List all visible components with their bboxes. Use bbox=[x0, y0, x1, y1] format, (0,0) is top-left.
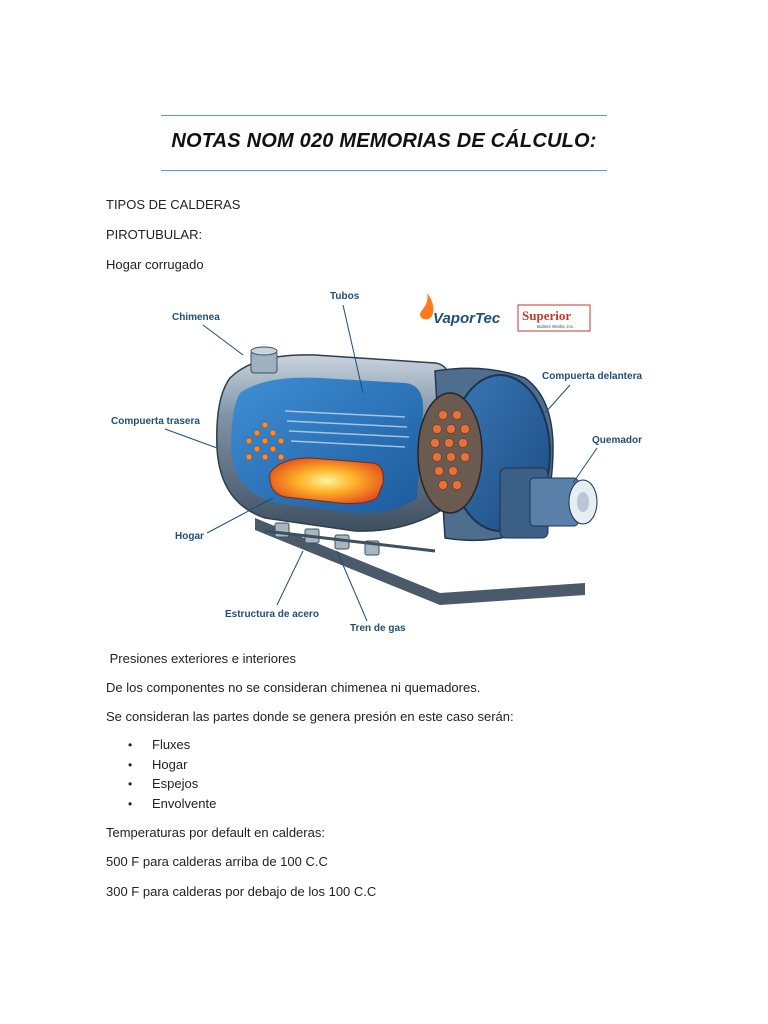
label-tubos: Tubos bbox=[330, 291, 360, 302]
boiler-illustration bbox=[217, 347, 597, 605]
bullet-marker: • bbox=[128, 777, 133, 791]
list-item-label: Fluxes bbox=[152, 737, 191, 752]
label-tren-gas: Tren de gas bbox=[350, 623, 406, 634]
title-rule-top bbox=[161, 115, 607, 116]
hogar-corrugado-text: Hogar corrugado bbox=[106, 257, 204, 272]
bullet-marker: • bbox=[128, 757, 133, 772]
presiones-text: Presiones exteriores e interiores bbox=[106, 651, 297, 666]
list-item-label: Espejos bbox=[152, 776, 199, 791]
list-item bbox=[128, 757, 216, 777]
label-compuerta-trasera: Compuerta trasera bbox=[111, 416, 200, 427]
label-compuerta-delantera: Compuerta delantera bbox=[542, 371, 643, 382]
superior-logo bbox=[518, 305, 590, 331]
title-rule-bottom bbox=[161, 170, 607, 171]
svg-text:VaporTec: VaporTec bbox=[433, 310, 501, 327]
tipos-heading: TIPOS DE CALDERAS bbox=[106, 197, 241, 212]
burner-shape bbox=[500, 468, 597, 538]
partes-list bbox=[128, 737, 216, 815]
temp-300-text: 300 F para calderas por debajo de los 100 C.C bbox=[106, 884, 377, 899]
list-item-label: Envolvente bbox=[152, 795, 217, 811]
label-chimenea: Chimenea bbox=[172, 312, 220, 323]
page-title: NOTAS NOM 020 MEMORIAS DE CÁLCULO: bbox=[171, 130, 597, 152]
bullet-marker: • bbox=[128, 738, 133, 752]
label-estructura: Estructura de acero bbox=[225, 609, 319, 620]
list-item bbox=[128, 776, 216, 796]
list-item-label: Hogar bbox=[152, 756, 188, 772]
label-hogar: Hogar bbox=[175, 531, 204, 542]
temp-500-text: 500 F para calderas arriba de 100 C.C bbox=[106, 854, 328, 869]
svg-text:Boilers Works, Inc.: Boilers Works, Inc. bbox=[537, 324, 575, 329]
bullet-marker: • bbox=[128, 796, 133, 811]
partes-text: Se consideran las partes donde se genera presión en este caso serán: bbox=[106, 709, 514, 724]
svg-text:Superior: Superior bbox=[522, 308, 572, 323]
list-item bbox=[128, 796, 216, 816]
componentes-text: De los componentes no se consideran chimenea ni quemadores. bbox=[106, 680, 481, 695]
temperaturas-heading: Temperaturas por default en calderas: bbox=[106, 825, 325, 840]
pirotubular-heading: PIROTUBULAR: bbox=[106, 227, 203, 242]
list-item bbox=[128, 737, 216, 757]
vaportec-logo bbox=[420, 293, 501, 327]
label-quemador: Quemador bbox=[592, 435, 643, 446]
boiler-diagram bbox=[105, 283, 665, 638]
